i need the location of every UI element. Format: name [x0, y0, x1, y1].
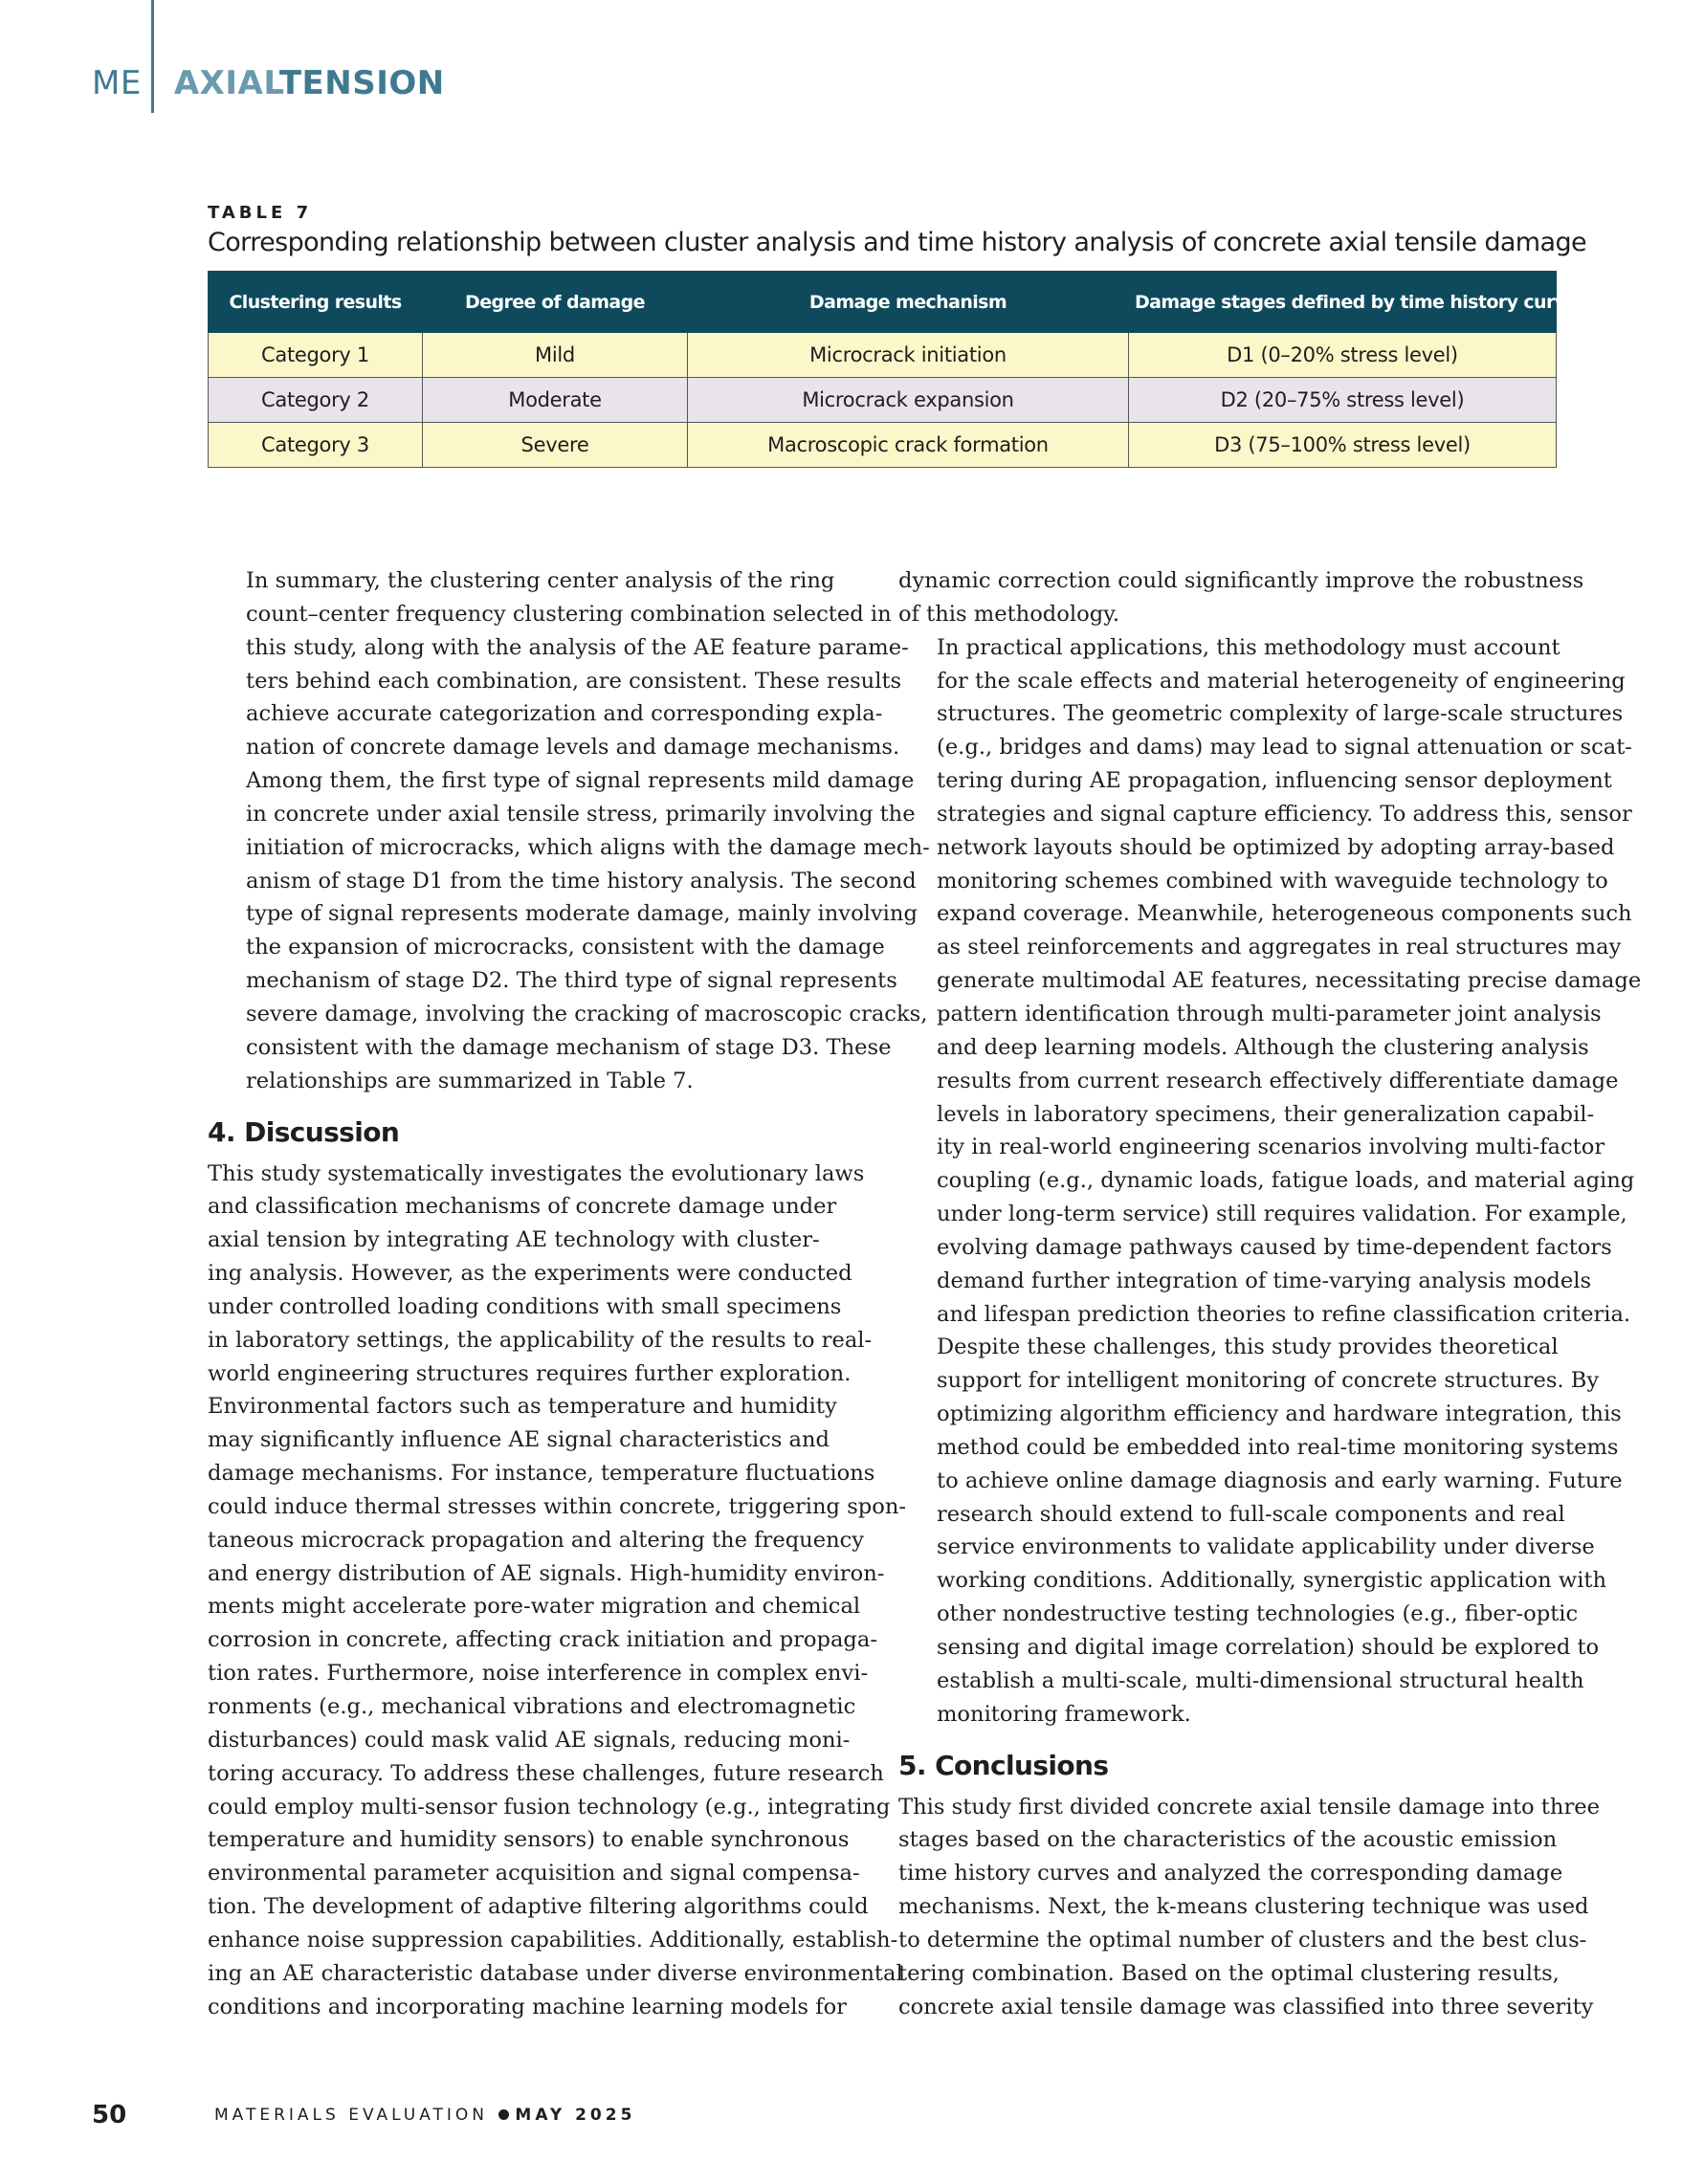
text-line: ity in real-world engineering scenarios involving multi-factor	[937, 1135, 1605, 1160]
text-line: as steel reinforcements and aggregates in real structures may	[937, 935, 1622, 960]
body-paragraph	[898, 564, 1584, 631]
text-line: toring accuracy. To address these challenges, future research	[208, 1760, 884, 1786]
text-line: mechanism of stage D2. The third type of signal represents	[246, 968, 897, 994]
text-line: type of signal represents moderate damage, mainly involving	[246, 901, 918, 927]
text-line: nation of concrete damage levels and damage mechanisms.	[246, 735, 900, 761]
text-line: and classification mechanisms of concrete damage under	[208, 1194, 837, 1220]
table-cell: D2 (20–75% stress level)	[1129, 378, 1557, 423]
text-line: method could be embedded into real-time monitoring systems	[937, 1434, 1619, 1460]
text-line: tion. The development of adaptive filtering algorithms could	[208, 1894, 869, 1920]
table-cell: Mild	[423, 333, 688, 378]
text-line: and deep learning models. Although the clustering analysis	[937, 1034, 1589, 1060]
body-column-left	[208, 564, 930, 2023]
text-line: other nondestructive testing technologies (e.g., fiber-optic	[937, 1601, 1579, 1627]
text-line: stages based on the characteristics of the acoustic emission	[898, 1827, 1558, 1853]
text-line: network layouts should be optimized by adopting array-based	[937, 834, 1615, 860]
text-line: under long-term service) still requires validation. For example,	[937, 1202, 1627, 1227]
text-line: working conditions. Additionally, synergistic application with	[937, 1568, 1607, 1594]
text-line: time history curves and analyzed the corresponding damage	[898, 1861, 1563, 1886]
text-line: count–center frequency clustering combination selected in	[246, 601, 892, 627]
text-line: disturbances) could mask valid AE signals, reducing moni-	[208, 1727, 851, 1753]
text-line: corrosion in concrete, affecting crack initiation and propaga-	[208, 1627, 877, 1653]
text-line: This study systematically investigates the evolutionary laws	[208, 1160, 865, 1186]
section-heading-discussion: 4. Discussion	[208, 1115, 400, 1148]
text-line: the expansion of microcracks, consistent with the damage	[246, 935, 885, 960]
text-line: and energy distribution of AE signals. High-humidity environ-	[208, 1560, 885, 1586]
running-footer	[214, 2106, 635, 2125]
text-line: establish a multi-scale, multi-dimensional structural health	[937, 1667, 1584, 1693]
text-line: to achieve online damage diagnosis and early warning. Future	[937, 1467, 1623, 1493]
text-line: tion rates. Furthermore, noise interference in complex envi-	[208, 1661, 869, 1687]
text-line: research should extend to full-scale components and real	[937, 1501, 1565, 1527]
text-line: dynamic correction could significantly improve the robustness	[898, 568, 1584, 593]
issue-date: MAY 2025	[515, 2106, 636, 2125]
body-paragraph	[898, 631, 1642, 1332]
table-cell: Severe	[423, 423, 688, 468]
text-line: in laboratory settings, the applicability of the results to real-	[208, 1327, 873, 1353]
text-line: evolving damage pathways caused by time-dependent factors	[937, 1234, 1612, 1260]
column-header: Damage mechanism	[688, 272, 1129, 333]
text-line: support for intelligent monitoring of concrete structures. By	[937, 1368, 1600, 1394]
text-line: could employ multi-sensor fusion technology (e.g., integrating	[208, 1794, 891, 1820]
text-line: under controlled loading conditions with small specimens	[208, 1293, 842, 1319]
table-cell: Microcrack expansion	[688, 378, 1129, 423]
table-cell: Moderate	[423, 378, 688, 423]
text-line: relationships are summarized in Table 7.	[246, 1068, 694, 1093]
text-line: tering combination. Based on the optimal clustering results,	[898, 1960, 1560, 1986]
body-paragraph	[898, 1791, 1600, 2024]
text-line: world engineering structures requires further exploration.	[208, 1360, 852, 1386]
running-header	[92, 64, 445, 102]
column-header: Damage stages defined by time history curves	[1129, 272, 1557, 333]
text-line: severe damage, involving the cracking of macroscopic cracks,	[246, 1001, 928, 1026]
text-line: ronments (e.g., mechanical vibrations and electromagnetic	[208, 1694, 856, 1719]
text-line: ters behind each combination, are consistent. These results	[246, 668, 902, 694]
text-line: mechanisms. Next, the k-means clustering technique was used	[898, 1894, 1589, 1920]
text-line: sensing and digital image correlation) should be explored to	[937, 1635, 1600, 1660]
text-line: coupling (e.g., dynamic loads, fatigue loads, and material aging	[937, 1168, 1635, 1194]
table-cell: Category 1	[209, 333, 423, 378]
table-row	[209, 423, 1557, 468]
bullet-separator	[498, 2109, 509, 2120]
table-header-row	[209, 272, 1557, 333]
text-line: levels in laboratory specimens, their generalization capabil-	[937, 1101, 1595, 1127]
text-line: conditions and incorporating machine learning models for	[208, 1994, 847, 2019]
text-line: to determine the optimal number of clusters and the best clus-	[898, 1927, 1587, 1952]
text-line: this study, along with the analysis of the AE feature parame-	[246, 634, 909, 660]
table-row	[209, 333, 1557, 378]
text-line: taneous microcrack propagation and altering the frequency	[208, 1527, 865, 1553]
text-line: (e.g., bridges and dams) may lead to signal attenuation or scat-	[937, 735, 1632, 761]
text-line: This study first divided concrete axial tensile damage into three	[898, 1794, 1600, 1820]
text-line: strategies and signal capture efficiency. To address this, sensor	[937, 801, 1632, 827]
text-line: anism of stage D1 from the time history analysis. The second	[246, 868, 917, 893]
text-line: in concrete under axial tensile stress, primarily involving the	[246, 801, 916, 827]
text-line: expand coverage. Meanwhile, heterogeneous components such	[937, 901, 1632, 927]
text-line: for the scale effects and material heterogeneity of engineering	[937, 668, 1626, 694]
text-line: optimizing algorithm efficiency and hardware integration, this	[937, 1401, 1622, 1427]
column-header: Clustering results	[209, 272, 423, 333]
journal-abbrev: ME	[92, 64, 142, 102]
section-name-part1: AXIAL	[173, 64, 279, 102]
body-paragraph	[208, 1158, 907, 2024]
table-cell: Category 3	[209, 423, 423, 468]
text-line: tering during AE propagation, influencing sensor deployment	[937, 768, 1612, 794]
text-line: In summary, the clustering center analysis of the ring	[246, 568, 835, 593]
journal-name: MATERIALS EVALUATION	[214, 2106, 489, 2125]
text-line: structures. The geometric complexity of large-scale structures	[937, 701, 1624, 727]
text-line: initiation of microcracks, which aligns with the damage mech-	[246, 834, 930, 860]
text-line: consistent with the damage mechanism of stage D3. These	[246, 1034, 892, 1060]
table-cell: Macroscopic crack formation	[688, 423, 1129, 468]
text-line: Despite these challenges, this study provides theoretical	[937, 1335, 1559, 1360]
text-line: environmental parameter acquisition and signal compensa-	[208, 1861, 860, 1886]
section-heading-conclusions: 5. Conclusions	[898, 1749, 1109, 1781]
text-line: damage mechanisms. For instance, temperature fluctuations	[208, 1461, 875, 1487]
table-row	[209, 378, 1557, 423]
table-title: Corresponding relationship between cluster analysis and time history analysis of concrete axial tensile damage	[208, 228, 1587, 257]
table-label: TABLE 7	[208, 203, 313, 223]
text-line: and lifespan prediction theories to refine classification criteria.	[937, 1301, 1631, 1327]
body-paragraph	[898, 1331, 1623, 1731]
body-column-right	[898, 564, 1642, 2023]
text-line: ing an AE characteristic database under diverse environmental	[208, 1960, 903, 1986]
text-line: monitoring schemes combined with waveguide technology to	[937, 868, 1608, 893]
text-line: service environments to validate applicability under diverse	[937, 1534, 1595, 1560]
table-cell: Category 2	[209, 378, 423, 423]
page-number: 50	[92, 2101, 127, 2129]
text-line: Environmental factors such as temperature and humidity	[208, 1394, 837, 1420]
text-line: achieve accurate categorization and corresponding expla-	[246, 701, 883, 727]
section-name-part2: TENSION	[278, 64, 445, 102]
text-line: pattern identification through multi-parameter joint analysis	[937, 1001, 1602, 1026]
text-line: monitoring framework.	[937, 1701, 1191, 1727]
text-line: In practical applications, this methodology must account	[937, 634, 1560, 660]
data-table	[208, 271, 1588, 468]
text-line: of this methodology.	[898, 601, 1120, 627]
table-cell: Microcrack initiation	[688, 333, 1129, 378]
table-cell: D1 (0–20% stress level)	[1129, 333, 1557, 378]
text-line: may significantly influence AE signal characteristics and	[208, 1427, 830, 1453]
text-line: ing analysis. However, as the experiments were conducted	[208, 1261, 852, 1287]
text-line: demand further integration of time-varying analysis models	[937, 1268, 1592, 1293]
body-paragraph	[208, 564, 930, 1098]
table-cell: D3 (75–100% stress level)	[1129, 423, 1557, 468]
text-line: enhance noise suppression capabilities. Additionally, establish-	[208, 1927, 898, 1952]
text-line: ments might accelerate pore-water migration and chemical	[208, 1594, 861, 1620]
text-line: temperature and humidity sensors) to enable synchronous	[208, 1827, 850, 1853]
text-line: results from current research effectively differentiate damage	[937, 1068, 1619, 1093]
column-header: Degree of damage	[423, 272, 688, 333]
text-line: Among them, the first type of signal represents mild damage	[246, 768, 915, 794]
text-line: could induce thermal stresses within concrete, triggering spon-	[208, 1493, 907, 1519]
text-line: axial tension by integrating AE technology with cluster-	[208, 1227, 820, 1253]
text-line: concrete axial tensile damage was classified into three severity	[898, 1994, 1594, 2019]
text-line: generate multimodal AE features, necessitating precise damage	[937, 968, 1642, 994]
